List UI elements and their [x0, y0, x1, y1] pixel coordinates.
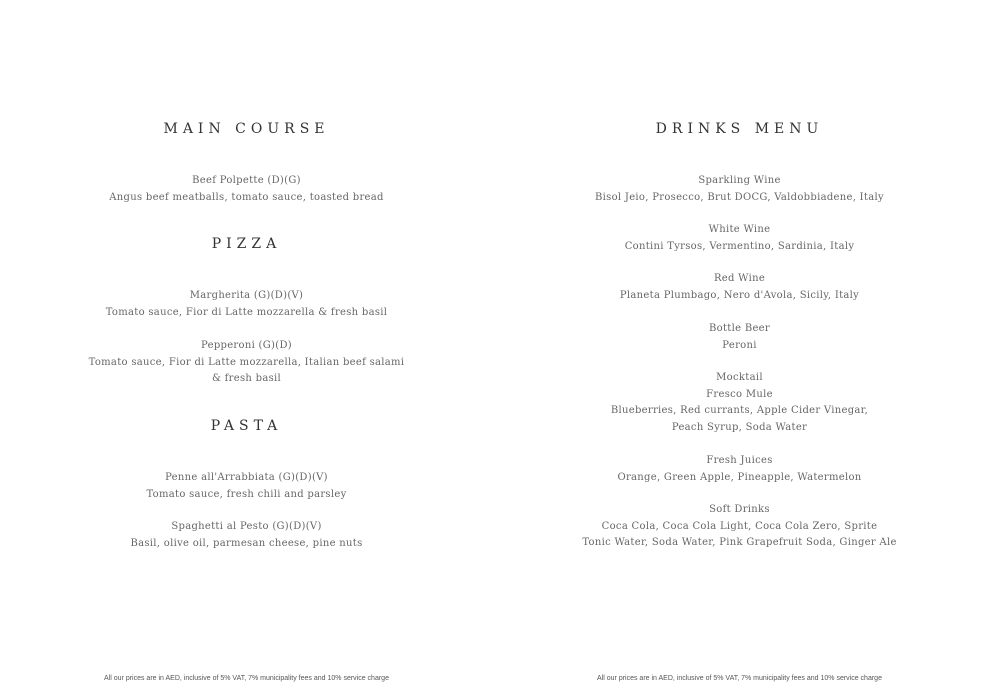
menu-item-description-cont: & fresh basil	[211, 373, 282, 384]
menu-item-name: Margherita (G)(D)(V)	[189, 290, 304, 301]
menu-item-description: Tomato sauce, fresh chili and parsley	[146, 488, 347, 500]
drink-item	[493, 173, 986, 206]
drink-item	[493, 502, 986, 552]
menu-item-name: Penne all'Arrabbiata (G)(D)(V)	[165, 472, 328, 483]
menu-item	[0, 288, 493, 321]
drink-item-name: Sparkling Wine	[698, 175, 781, 186]
drink-item-description-cont: Peach Syrup, Soda Water	[671, 421, 808, 433]
menu-item-description: Basil, olive oil, parmesan cheese, pine nuts	[130, 537, 363, 549]
menu-item-description: Tomato sauce, Fior di Latte mozzarella & fresh basil	[105, 306, 388, 318]
drink-item-description-cont: Tonic Water, Soda Water, Pink Grapefruit Soda, Ginger Ale	[582, 537, 897, 548]
main-course-heading: MAIN COURSE	[163, 121, 330, 137]
menu-item-description: Tomato sauce, Fior di Latte mozzarella, Italian beef salami	[88, 356, 405, 368]
drink-item	[493, 222, 986, 255]
price-disclaimer: All our prices are in AED, inclusive of 5% VAT, 7% municipality fees and 10% service charge	[104, 675, 389, 682]
drink-item-description: Peroni	[722, 339, 757, 351]
drinks-menu-heading: DRINKS MENU	[655, 121, 824, 137]
pizza-heading: PIZZA	[211, 236, 282, 252]
menu-item-name: Spaghetti al Pesto (G)(D)(V)	[171, 521, 322, 532]
drink-item-subname: Fresco Mule	[706, 388, 773, 400]
drink-item-description: Orange, Green Apple, Pineapple, Watermelon	[617, 471, 862, 483]
drink-item	[493, 453, 986, 486]
drink-item	[493, 271, 986, 304]
drink-item-description: Blueberries, Red currants, Apple Cider Vinegar,	[610, 405, 869, 416]
menu-item	[0, 470, 493, 503]
menu-item	[0, 173, 493, 206]
menu-item-description: Angus beef meatballs, tomato sauce, toasted bread	[109, 191, 384, 203]
drink-item-description: Contini Tyrsos, Vermentino, Sardinia, Italy	[624, 240, 855, 252]
drink-item-name: Fresh Juices	[706, 455, 773, 466]
drink-item-description: Planeta Plumbago, Nero d'Avola, Sicily, Italy	[619, 289, 860, 301]
price-disclaimer: All our prices are in AED, inclusive of 5% VAT, 7% municipality fees and 10% service charge	[597, 675, 882, 682]
drink-item	[493, 370, 986, 436]
menu-item	[0, 338, 493, 388]
drink-item	[493, 321, 986, 354]
menu-item-name: Beef Polpette (D)(G)	[192, 175, 301, 186]
menu-item-name: Pepperoni (G)(D)	[201, 340, 292, 351]
drink-item-name: Red Wine	[713, 273, 766, 284]
menu-item	[0, 519, 493, 552]
drink-item-description: Coca Cola, Coca Cola Light, Coca Cola Zero, Sprite	[601, 520, 878, 532]
drink-item-name: White Wine	[708, 224, 771, 235]
drink-item-name: Mocktail	[716, 372, 763, 383]
drink-item-name: Bottle Beer	[709, 323, 770, 334]
pasta-heading: PASTA	[210, 418, 283, 434]
drink-item-name: Soft Drinks	[709, 504, 770, 515]
drink-item-description: Bisol Jeio, Prosecco, Brut DOCG, Valdobbiadene, Italy	[595, 191, 884, 203]
